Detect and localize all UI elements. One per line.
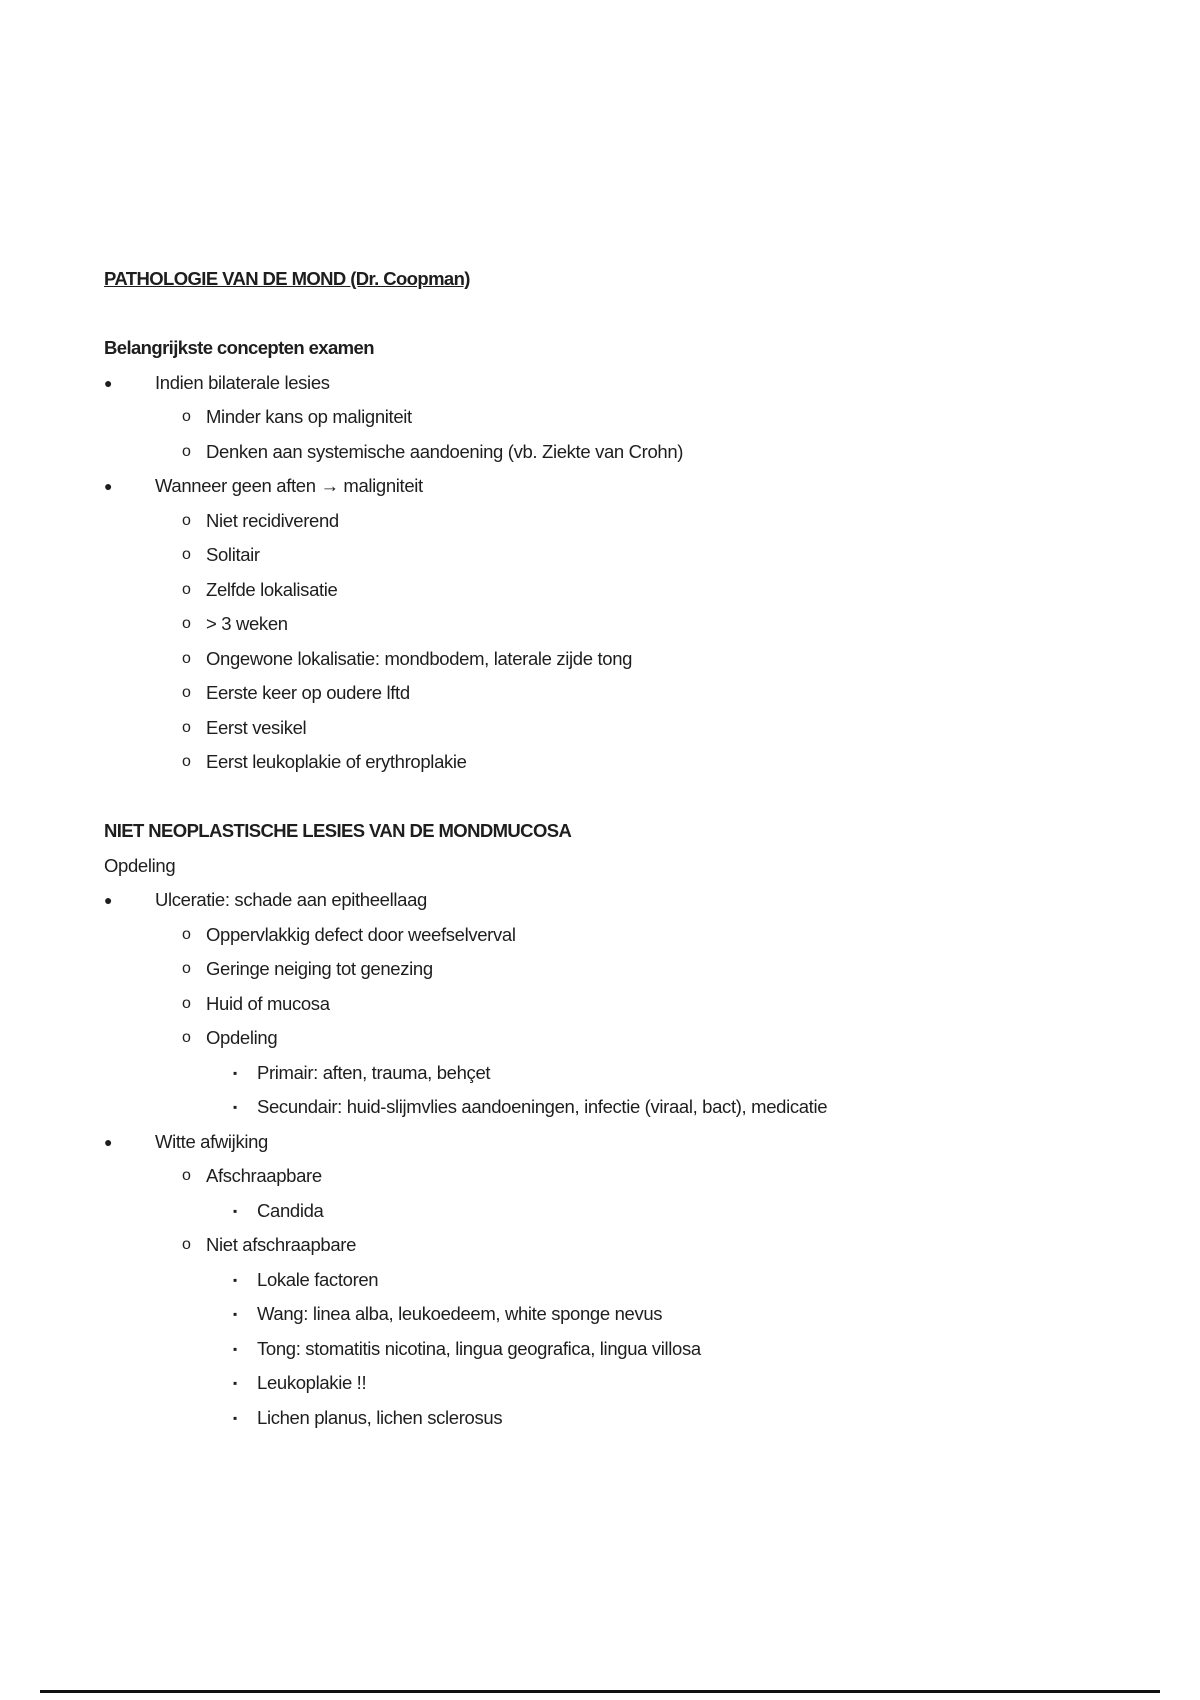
sub-marker: o [182,960,191,977]
sub-sub-text: Wang: linea alba, leukoedeem, white sponge nevus [257,1303,663,1324]
sub-item [104,642,1104,677]
sub-sub-item [104,1194,1104,1229]
sub-item [104,1159,1104,1194]
sub-marker: o [182,1029,191,1046]
bullet-marker: ● [104,374,113,391]
sub-text: Minder kans op maligniteit [206,406,412,427]
section-heading-non-neoplastic: NIET NEOPLASTISCHE LESIES VAN DE MONDMUCOSA [104,820,572,841]
page-divider [40,1690,1160,1693]
square-marker: ▪ [233,1410,237,1425]
sub-text: Niet recidiverend [206,509,339,531]
spacer [104,297,1104,332]
sub-marker: o [182,546,191,563]
sub-sub-text: Lichen planus, lichen sclerosus [257,1406,503,1428]
sub-item [104,400,1104,435]
sub-item [104,607,1104,642]
bullet-text: Wanneer geen aften → maligniteit [155,475,423,496]
bullet-marker: ● [104,478,113,494]
sub-text: Solitair [206,544,260,565]
sub-sub-text: Primair: aften, trauma, behçet [257,1061,491,1083]
sub-marker: o [182,718,191,736]
document-title: PATHOLOGIE VAN DE MOND (Dr. Coopman) [104,268,470,289]
sub-item [104,538,1104,573]
sub-text: Zelfde lokalisatie [206,578,338,600]
sub-item [104,987,1104,1022]
square-marker: ▪ [233,1376,237,1390]
sub-sub-item [104,1366,1104,1401]
bullet-item [104,469,1104,504]
sub-sub-item [104,1297,1104,1332]
square-marker: ▪ [233,1272,237,1287]
sub-item [104,435,1104,470]
sub-item [104,573,1104,608]
sub-item [104,745,1104,780]
sub-marker: o [182,925,191,943]
sub-text: > 3 weken [206,613,288,634]
sub-text: Eerst leukoplakie of erythroplakie [206,751,467,772]
document-body [104,262,1104,1435]
sub-sub-text: Candida [257,1199,324,1221]
bullet-item [104,366,1104,401]
sub-marker: o [182,994,191,1012]
section-subheading: Opdeling [104,854,176,876]
sub-item [104,711,1104,746]
sub-sub-text: Secundair: huid-slijmvlies aandoeningen, infectie (viraal, bact), medicatie [257,1096,828,1117]
sub-item [104,1021,1104,1056]
square-marker: ▪ [233,1203,237,1218]
sub-item [104,1228,1104,1263]
spacer [104,780,1104,815]
sub-marker: o [182,1236,191,1253]
sub-item [104,952,1104,987]
section-heading-exam-concepts: Belangrijkste concepten examen [104,337,374,358]
sub-marker: o [182,684,191,701]
sub-text: Eerst vesikel [206,716,307,738]
sub-text: Opdeling [206,1027,278,1048]
square-marker: ▪ [233,1100,237,1114]
sub-marker: o [182,442,191,460]
bullet-item [104,1125,1104,1160]
bullet-item [104,883,1104,918]
sub-text: Huid of mucosa [206,992,330,1014]
sub-sub-item [104,1263,1104,1298]
sub-marker: o [182,1167,191,1184]
sub-sub-text: Tong: stomatitis nicotina, lingua geografica, lingua villosa [257,1337,701,1359]
sub-marker: o [182,615,191,632]
bullet-marker: ● [104,892,113,908]
sub-text: Afschraapbare [206,1165,322,1186]
sub-sub-text: Lokale factoren [257,1268,379,1290]
bullet-marker: ● [104,1133,113,1150]
square-marker: ▪ [233,1341,237,1356]
bullet-text: Witte afwijking [155,1130,268,1152]
sub-sub-item [104,1401,1104,1436]
sub-item [104,676,1104,711]
square-marker: ▪ [233,1065,237,1080]
sub-item [104,918,1104,953]
sub-text: Eerste keer op oudere lftd [206,682,410,703]
sub-text: Geringe neiging tot genezing [206,958,433,979]
bullet-text: Indien bilaterale lesies [155,371,330,393]
sub-sub-text: Leukoplakie !! [257,1372,367,1393]
square-marker: ▪ [233,1307,237,1321]
sub-marker: o [182,511,191,529]
sub-marker: o [182,649,191,667]
sub-sub-item [104,1090,1104,1125]
sub-marker: o [182,580,191,598]
sub-item [104,504,1104,539]
sub-text: Oppervlakkig defect door weefselverval [206,923,516,945]
sub-sub-item [104,1332,1104,1367]
sub-text: Ongewone lokalisatie: mondbodem, laterale zijde tong [206,647,633,669]
sub-marker: o [182,753,191,770]
sub-marker: o [182,408,191,425]
bullet-text: Ulceratie: schade aan epitheellaag [155,889,427,910]
sub-text: Niet afschraapbare [206,1234,357,1255]
sub-text: Denken aan systemische aandoening (vb. Ziekte van Crohn) [206,440,684,462]
sub-sub-item [104,1056,1104,1091]
